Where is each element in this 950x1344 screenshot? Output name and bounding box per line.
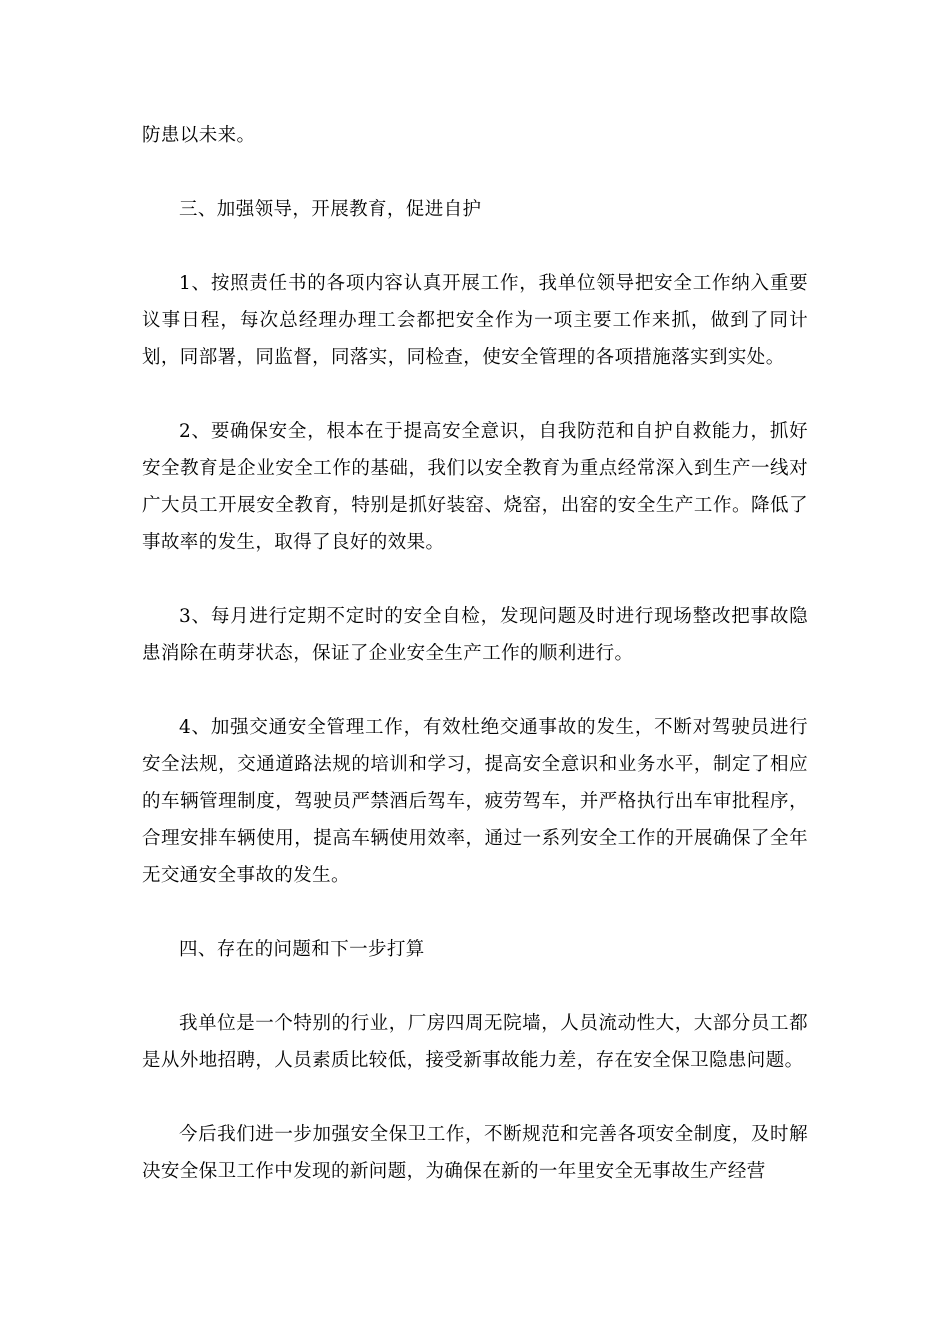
paragraph-item-4: 4、加强交通安全管理工作，有效杜绝交通事故的发生，不断对驾驶员进行安全法规，交通道路法规的培训和学习，提高安全意识和业务水平，制定了相应的车辆管理制度，驾驶员严禁酒后驾车，疲劳驾车，并严格执行出车审批程序，合理安排车辆使用，提高车辆使用效率，通过一系列安全工作的开展确保了全年无交通安全事故的发生。 — [142, 717, 808, 886]
section-heading-three: 三、加强领导，开展教育，促进自护 — [179, 199, 482, 220]
paragraph-item-2: 2、要确保安全，根本在于提高安全意识，自我防范和自护自救能力，抓好安全教育是企业安全工作的基础，我们以安全教育为重点经常深入到生产一线对广大员工开展安全教育，特别是抓好装窑、烧窑，出窑的安全生产工作。降低了事故率的发生，取得了良好的效果。 — [142, 421, 808, 553]
paragraph-item-3: 3、每月进行定期不定时的安全自检，发现问题及时进行现场整改把事故隐患消除在萌芽状态，保证了企业安全生产工作的顺利进行。 — [142, 606, 808, 664]
paragraph-next-steps: 今后我们进一步加强安全保卫工作，不断规范和完善各项安全制度，及时解决安全保卫工作中发现的新问题，为确保在新的一年里安全无事故生产经营 — [142, 1124, 808, 1182]
paragraph-problems: 我单位是一个特别的行业，厂房四周无院墙，人员流动性大，大部分员工都是从外地招聘，人员素质比较低，接受新事故能力差，存在安全保卫隐患问题。 — [142, 1013, 808, 1071]
document-page — [142, 0, 808, 1190]
section-heading-four: 四、存在的问题和下一步打算 — [179, 939, 425, 960]
paragraph-item-1: 1、按照责任书的各项内容认真开展工作，我单位领导把安全工作纳入重要议事日程，每次总经理办理工会都把安全作为一项主要工作来抓，做到了同计划，同部署，同监督，同落实，同检查，使安全管理的各项措施落实到实处。 — [142, 273, 808, 368]
paragraph-continuation: 防患以未来。 — [142, 125, 256, 146]
